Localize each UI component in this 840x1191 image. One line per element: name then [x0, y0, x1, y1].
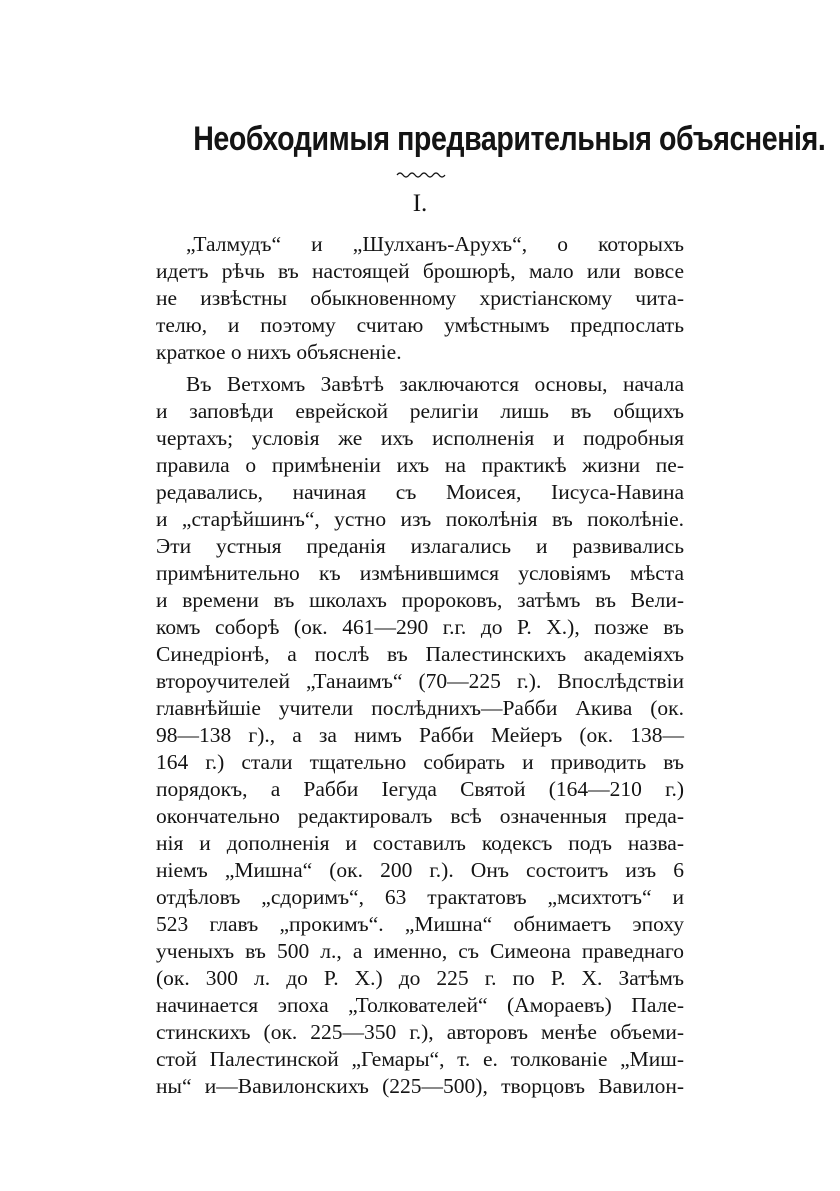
text-line: телю, и поэтому считаю умѣстнымъ предпослать: [156, 313, 684, 337]
text-line: порядокъ, а Рабби Іегуда Святой (164—210 г.): [156, 777, 684, 801]
text-line: стинскихъ (ок. 225—350 г.), авторовъ менѣе объеми-: [156, 1020, 684, 1044]
text-line: комъ соборѣ (ок. 461—290 г.г. до Р. Х.), позже въ: [156, 615, 684, 639]
text-line: 523 главъ „прокимъ“. „Мишна“ обнимаетъ эпоху: [156, 912, 684, 936]
section-number: I.: [412, 190, 428, 217]
text-line: Въ Ветхомъ Завѣтѣ заключаются основы, начала: [186, 372, 684, 396]
text-line: не извѣстны обыкновенному христіанскому чита-: [156, 286, 684, 310]
text-line: ніемъ „Мишна“ (ок. 200 г.). Онъ состоитъ изъ 6: [156, 858, 684, 882]
wavy-ornament-divider: [396, 170, 448, 180]
text-line: и „старѣйшинъ“, устно изъ поколѣнія въ поколѣніе.: [156, 507, 684, 531]
text-line: правила о примѣненіи ихъ на практикѣ жизни пе-: [156, 453, 684, 477]
text-line: второучителей „Танаимъ“ (70—225 г.). Впослѣдствіи: [156, 669, 684, 693]
text-line: чертахъ; условія же ихъ исполненія и подробныя: [156, 426, 684, 450]
chapter-title: Необходимыя предварительныя объясненія.: [193, 120, 826, 158]
text-line: стой Палестинской „Гемары“, т. е. толкованіе „Миш-: [156, 1047, 684, 1071]
text-line: примѣнительно къ измѣнившимся условіямъ мѣста: [156, 561, 684, 585]
text-line: Эти устныя преданія излагались и развивались: [156, 534, 684, 558]
text-line: 164 г.) стали тщательно собирать и приводить въ: [156, 750, 684, 774]
text-line: редавались, начиная съ Моисея, Іисуса-Навина: [156, 480, 684, 504]
text-line: ученыхъ въ 500 л., а именно, съ Симеона праведнаго: [156, 939, 684, 963]
text-line: 98—138 г)., а за нимъ Рабби Мейеръ (ок. 138—: [156, 723, 684, 747]
text-line: окончательно редактировалъ всѣ означенныя преда-: [156, 804, 684, 828]
text-line: нія и дополненія и составилъ кодексъ подъ назва-: [156, 831, 684, 855]
text-line: начинается эпоха „Толкователей“ (Амораевъ) Пале-: [156, 993, 684, 1017]
text-line: краткое о нихъ объясненіе.: [156, 340, 402, 364]
text-line: ны“ и—Вавилонскихъ (225—500), творцовъ Вавилон-: [156, 1074, 684, 1098]
text-line: отдѣловъ „сдоримъ“, 63 трактатовъ „мсихтотъ“ и: [156, 885, 684, 909]
text-line: и времени въ школахъ пророковъ, затѣмъ въ Вели-: [156, 588, 684, 612]
text-line: и заповѣди еврейской религіи лишь въ общихъ: [156, 399, 684, 423]
text-line: (ок. 300 л. до Р. Х.) до 225 г. по Р. Х. Затѣмъ: [156, 966, 684, 990]
text-line: „Талмудъ“ и „Шулханъ-Арухъ“, о которыхъ: [186, 232, 684, 256]
text-line: Синедріонѣ, а послѣ въ Палестинскихъ академіяхъ: [156, 642, 684, 666]
text-line: идетъ рѣчь въ настоящей брошюрѣ, мало или вовсе: [156, 259, 684, 283]
text-line: главнѣйшіе учители послѣднихъ—Рабби Акива (ок.: [156, 696, 684, 720]
